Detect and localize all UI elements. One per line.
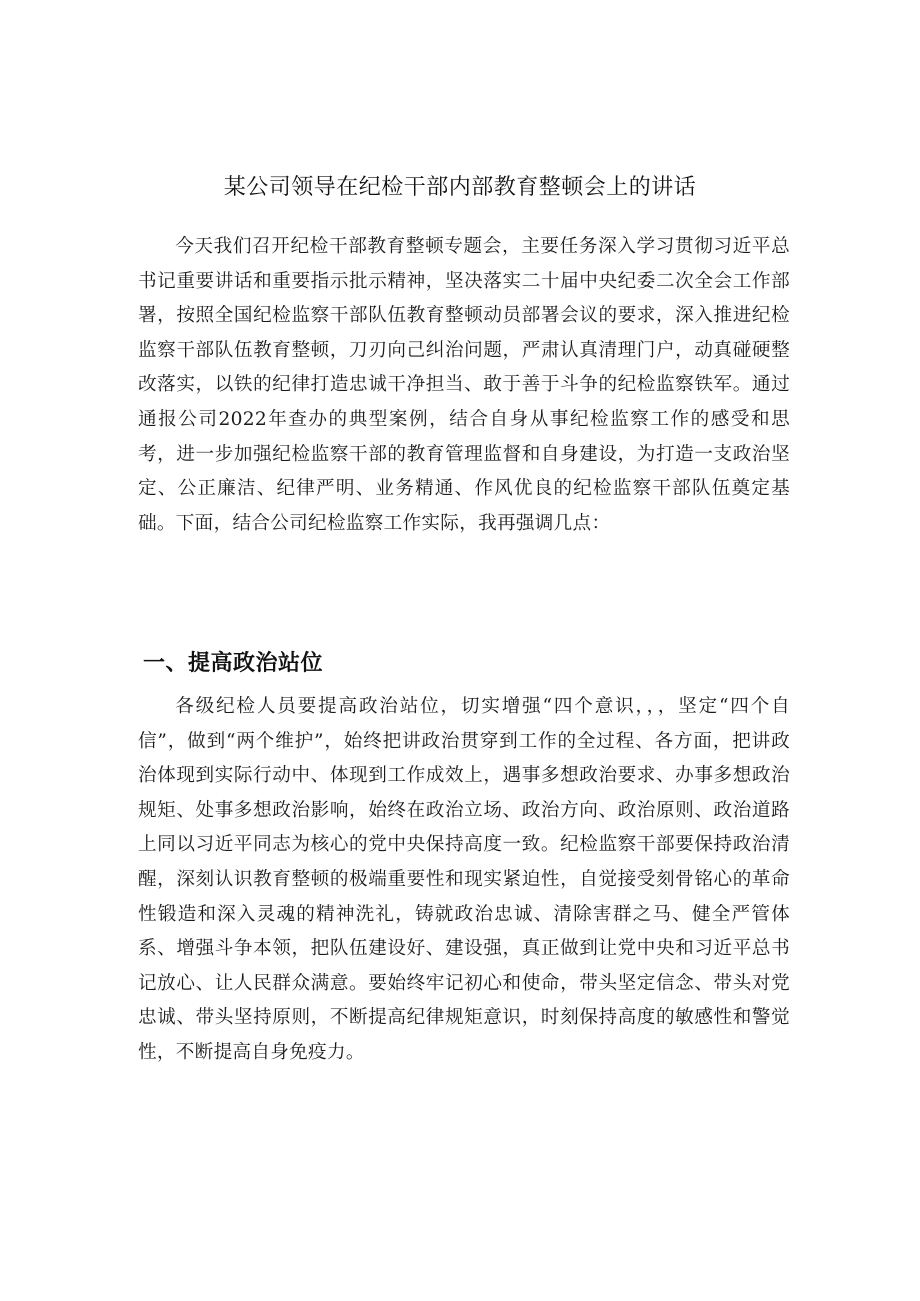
paragraph-intro: 今天我们召开纪检干部教育整顿专题会，主要任务深入学习贯彻习近平总书记重要讲话和重要指示批示精神，坚决落实二十届中央纪委二次全会工作部署，按照全国纪检监察干部队伍教育整顿动员部署会议的要求，深入推进纪检监察干部队伍教育整顿，刀刃向己纠治问题，严肃认真清理门户，动真碰硬整改落实，以铁的纪律打造忠诚干净担当、敢于善于斗争的纪检监察铁军。通过通报公司2022年查办的典型案例，结合自身从事纪检监察工作的感受和思考，进一步加强纪检监察干部的教育管理监督和自身建设，为打造一支政治坚定、公正廉洁、纪律严明、业务精通、作风优良的纪检监察干部队伍奠定基础。下面，结合公司纪检监察工作实际，我再强调几点： bbox=[138, 236, 790, 534]
paragraph-political-stance: 各级纪检人员要提高政治站位，切实增强“四个意识，，，坚定“四个自信”，做到“两个维护”，始终把讲政治贯穿到工作的全过程、各方面，把讲政治体现到实际行动中、体现到工作成效上，遇事多想政治要求、办事多想政治规矩、处事多想政治影响，始终在政治立场、政治方向、政治原则、政治道路上同以习近平同志为核心的党中央保持高度一致。纪检监察干部要保持政治清醒，深刻认识教育整顿的极端重要性和现实紧迫性，自觉接受刻骨铭心的革命性锻造和深入灵魂的精神洗礼，铸就政治忠诚、清除害群之马、健全严管体系、增强斗争本领，把队伍建设好、建设强，真正做到让党中央和习近平总书记放心、让人民群众满意。要始终牢记初心和使命，带头坚定信念、带头对党忠诚、带头坚持原则，不断提高纪律规矩意识，时刻保持高度的敏感性和警觉性，不断提高自身免疫力。 bbox=[138, 696, 790, 1063]
section-heading-1: 一、提高政治站位 bbox=[143, 651, 324, 676]
document-title: 某公司领导在纪检干部内部教育整顿会上的讲话 bbox=[223, 175, 697, 200]
